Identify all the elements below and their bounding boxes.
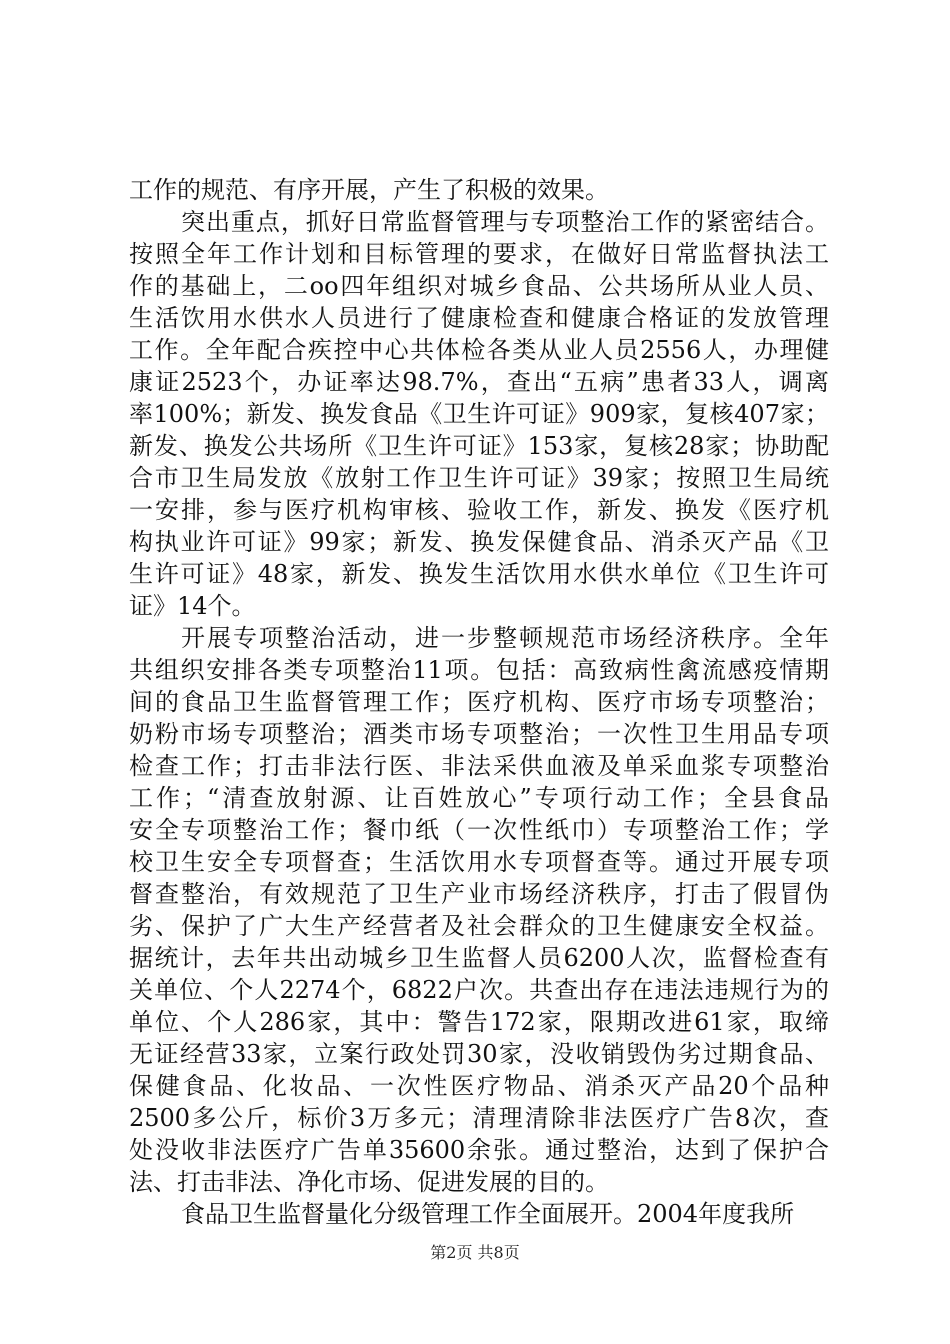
text-line: 共组织安排各类专项整治11项。包括：高致病性禽流感疫情期 bbox=[129, 656, 829, 684]
text-line: 保健食品、化妆品、一次性医疗物品、消杀灭产品20个品种 bbox=[129, 1072, 829, 1100]
text-line: 据统计，去年共出动城乡卫生监督人员6200人次，监督检查有 bbox=[129, 944, 829, 972]
text-line: 工作。全年配合疾控中心共体检各类从业人员2556人，办理健 bbox=[129, 336, 829, 364]
text-line: 2500多公斤，标价3万多元；清理清除非法医疗广告8次，查 bbox=[129, 1104, 829, 1132]
text-line: 生许可证》48家，新发、换发生活饮用水供水单位《卫生许可 bbox=[129, 560, 829, 588]
paragraph-first-line: 开展专项整治活动，进一步整顿规范市场经济秩序。全年 bbox=[181, 624, 829, 652]
page-number: 第2页 共8页 bbox=[430, 1243, 520, 1262]
text-line: 检查工作；打击非法行医、非法采供血液及单采血浆专项整治 bbox=[129, 752, 829, 780]
paragraph-first-line: 食品卫生监督量化分级管理工作全面展开。2004年度我所 bbox=[181, 1200, 795, 1228]
text-line: 奶粉市场专项整治；酒类市场专项整治；一次性卫生用品专项 bbox=[129, 720, 829, 748]
text-line: 处没收非法医疗广告单35600余张。通过整治，达到了保护合 bbox=[129, 1136, 829, 1164]
text-line: 生活饮用水供水人员进行了健康检查和健康合格证的发放管理 bbox=[129, 304, 829, 332]
text-line: 证》14个。 bbox=[129, 592, 256, 620]
text-line: 工作的规范、有序开展，产生了积极的效果。 bbox=[129, 176, 609, 204]
text-line: 按照全年工作计划和目标管理的要求，在做好日常监督执法工 bbox=[129, 240, 829, 268]
text-line: 校卫生安全专项督查；生活饮用水专项督查等。通过开展专项 bbox=[129, 848, 829, 876]
paragraph-first-line: 突出重点，抓好日常监督管理与专项整治工作的紧密结合。 bbox=[181, 208, 829, 236]
text-line: 构执业许可证》99家；新发、换发保健食品、消杀灭产品《卫 bbox=[129, 528, 829, 556]
text-line: 作的基础上，二oo四年组织对城乡食品、公共场所从业人员、 bbox=[129, 272, 829, 300]
text-line: 法、打击非法、净化市场、促进发展的目的。 bbox=[129, 1168, 609, 1196]
text-line: 无证经营33家，立案行政处罚30家，没收销毁伪劣过期食品、 bbox=[129, 1040, 829, 1068]
text-line: 工作；“清查放射源、让百姓放心”专项行动工作；全县食品 bbox=[129, 784, 829, 812]
document-body bbox=[129, 174, 829, 1230]
text-line: 合市卫生局发放《放射工作卫生许可证》39家；按照卫生局统 bbox=[129, 464, 829, 492]
text-line: 督查整治，有效规范了卫生产业市场经济秩序，打击了假冒伪 bbox=[129, 880, 829, 908]
text-line: 关单位、个人2274个，6822户次。共查出存在违法违规行为的 bbox=[129, 976, 829, 1004]
text-line: 劣、保护了广大生产经营者及社会群众的卫生健康安全权益。 bbox=[129, 912, 829, 940]
text-line: 新发、换发公共场所《卫生许可证》153家，复核28家；协助配 bbox=[129, 432, 829, 460]
text-line: 安全专项整治工作；餐巾纸（一次性纸巾）专项整治工作；学 bbox=[129, 816, 829, 844]
text-line: 率100%；新发、换发食品《卫生许可证》909家，复核407家； bbox=[129, 400, 829, 428]
text-line: 一安排，参与医疗机构审核、验收工作，新发、换发《医疗机 bbox=[129, 496, 829, 524]
text-line: 康证2523个，办证率达98.7%，查出“五病”患者33人，调离 bbox=[129, 368, 829, 396]
text-line: 单位、个人286家，其中：警告172家，限期改进61家，取缔 bbox=[129, 1008, 829, 1036]
text-line: 间的食品卫生监督管理工作；医疗机构、医疗市场专项整治； bbox=[129, 688, 829, 716]
